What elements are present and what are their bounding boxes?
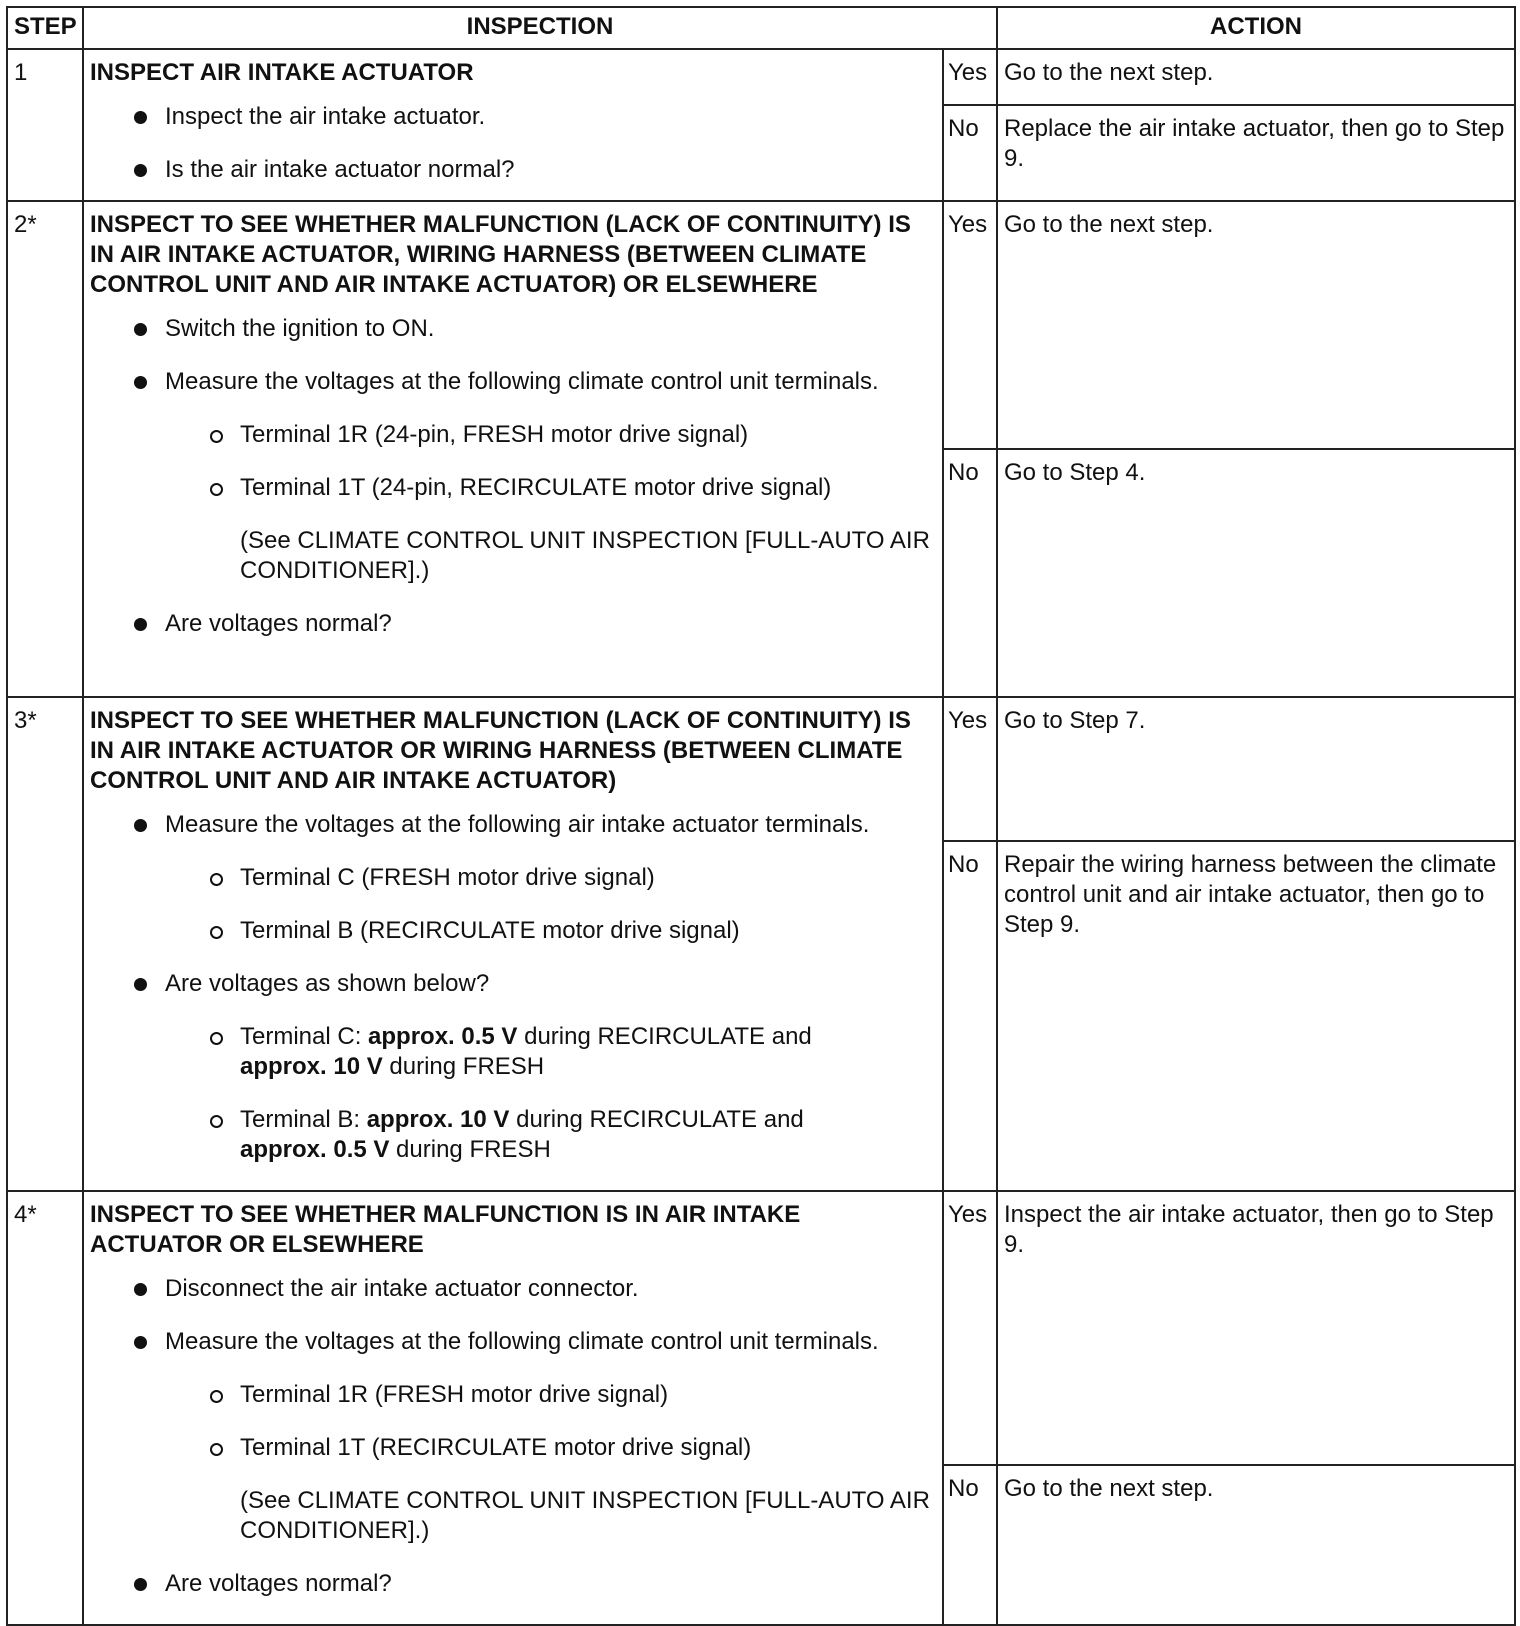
yes-action: Inspect the air intake actuator, then go to Step 9. bbox=[997, 1191, 1515, 1465]
step-title: INSPECT TO SEE WHETHER MALFUNCTION (LACK OF CONTINUITY) IS IN AIR INTAKE ACTUATOR, WIRING HARNESS (BETWEEN CLIMATE CONTROL UNIT AND AIR INTAKE ACTUATOR) OR ELSEWHERE bbox=[90, 211, 911, 298]
bullet-icon bbox=[134, 323, 147, 336]
yes-action: Go to the next step. bbox=[997, 49, 1515, 105]
step-title: INSPECT TO SEE WHETHER MALFUNCTION (LACK OF CONTINUITY) IS IN AIR INTAKE ACTUATOR OR WIRING HARNESS (BETWEEN CLIMATE CONTROL UNIT AND AIR INTAKE ACTUATOR) bbox=[90, 707, 911, 794]
no-action: Go to Step 4. bbox=[997, 449, 1515, 697]
list-item: Terminal 1R (FRESH motor drive signal) bbox=[90, 1380, 936, 1410]
sub-bullet-icon bbox=[210, 1443, 223, 1456]
header-action: ACTION bbox=[997, 7, 1515, 49]
list-item: Terminal 1T (24-pin, RECIRCULATE motor drive signal) bbox=[90, 473, 936, 503]
list-item: Measure the voltages at the following climate control unit terminals. bbox=[90, 367, 936, 397]
yes-action: Go to Step 7. bbox=[997, 697, 1515, 841]
step-title: INSPECT AIR INTAKE ACTUATOR bbox=[90, 59, 474, 86]
list-item: Are voltages normal? bbox=[90, 1569, 936, 1599]
sub-bullet-icon bbox=[210, 1115, 223, 1128]
step-title: INSPECT TO SEE WHETHER MALFUNCTION IS IN AIR INTAKE ACTUATOR OR ELSEWHERE bbox=[90, 1201, 801, 1258]
list-item: Terminal C: approx. 0.5 V during RECIRCULATE and approx. 10 V during FRESH bbox=[90, 1022, 936, 1082]
bullet-icon bbox=[134, 618, 147, 631]
yes-action: Go to the next step. bbox=[997, 201, 1515, 449]
sub-bullet-icon bbox=[210, 873, 223, 886]
sub-bullet-icon bbox=[210, 483, 223, 496]
step-number: 3* bbox=[7, 697, 83, 1191]
bullet-icon bbox=[134, 376, 147, 389]
step-number: 4* bbox=[7, 1191, 83, 1625]
header-row bbox=[7, 7, 1515, 49]
bullet-icon bbox=[134, 978, 147, 991]
reference-note: (See CLIMATE CONTROL UNIT INSPECTION [FULL-AUTO AIR CONDITIONER].) bbox=[240, 1487, 930, 1544]
step-1-yes-row bbox=[7, 49, 1515, 105]
bullet-icon bbox=[134, 1336, 147, 1349]
yes-label: Yes bbox=[943, 49, 997, 105]
list-item: Terminal B: approx. 10 V during RECIRCULATE and approx. 0.5 V during FRESH bbox=[90, 1105, 936, 1165]
sub-bullet-icon bbox=[210, 1032, 223, 1045]
step-4-inspection bbox=[83, 1191, 943, 1625]
header-inspection: INSPECTION bbox=[83, 7, 997, 49]
list-item: Are voltages normal? bbox=[90, 609, 936, 639]
bullet-icon bbox=[134, 1578, 147, 1591]
reference-note: (See CLIMATE CONTROL UNIT INSPECTION [FULL-AUTO AIR CONDITIONER].) bbox=[240, 527, 930, 584]
sub-bullet-icon bbox=[210, 1390, 223, 1403]
no-label: No bbox=[943, 841, 997, 1191]
yes-label: Yes bbox=[943, 697, 997, 841]
step-number: 2* bbox=[7, 201, 83, 697]
step-2-yes-row bbox=[7, 201, 1515, 449]
bullet-icon bbox=[134, 1283, 147, 1296]
inspection-table bbox=[6, 6, 1516, 1626]
list-item: Measure the voltages at the following air intake actuator terminals. bbox=[90, 810, 936, 840]
no-label: No bbox=[943, 1465, 997, 1625]
sub-bullet-icon bbox=[210, 926, 223, 939]
list-item: Inspect the air intake actuator. bbox=[90, 102, 936, 132]
bullet-icon bbox=[134, 819, 147, 832]
no-action: Replace the air intake actuator, then go to Step 9. bbox=[997, 105, 1515, 201]
step-3-inspection bbox=[83, 697, 943, 1191]
step-4-yes-row bbox=[7, 1191, 1515, 1465]
list-item: Terminal B (RECIRCULATE motor drive signal) bbox=[90, 916, 936, 946]
list-item: Is the air intake actuator normal? bbox=[90, 155, 936, 185]
step-2-inspection bbox=[83, 201, 943, 697]
step-3-yes-row bbox=[7, 697, 1515, 841]
sub-bullet-icon bbox=[210, 430, 223, 443]
yes-label: Yes bbox=[943, 201, 997, 449]
yes-label: Yes bbox=[943, 1191, 997, 1465]
list-item: Measure the voltages at the following climate control unit terminals. bbox=[90, 1327, 936, 1357]
list-item: Terminal C (FRESH motor drive signal) bbox=[90, 863, 936, 893]
bullet-icon bbox=[134, 111, 147, 124]
no-label: No bbox=[943, 105, 997, 201]
no-action: Repair the wiring harness between the climate control unit and air intake actuator, then go to Step 9. bbox=[997, 841, 1515, 1191]
step-1-inspection bbox=[83, 49, 943, 201]
no-action: Go to the next step. bbox=[997, 1465, 1515, 1625]
no-label: No bbox=[943, 449, 997, 697]
list-item: Terminal 1T (RECIRCULATE motor drive signal) bbox=[90, 1433, 936, 1463]
step-number: 1 bbox=[7, 49, 83, 201]
list-item: Switch the ignition to ON. bbox=[90, 314, 936, 344]
header-step: STEP bbox=[7, 7, 83, 49]
list-item: Disconnect the air intake actuator connector. bbox=[90, 1274, 936, 1304]
bullet-icon bbox=[134, 164, 147, 177]
list-item: Terminal 1R (24-pin, FRESH motor drive signal) bbox=[90, 420, 936, 450]
list-item: Are voltages as shown below? bbox=[90, 969, 936, 999]
